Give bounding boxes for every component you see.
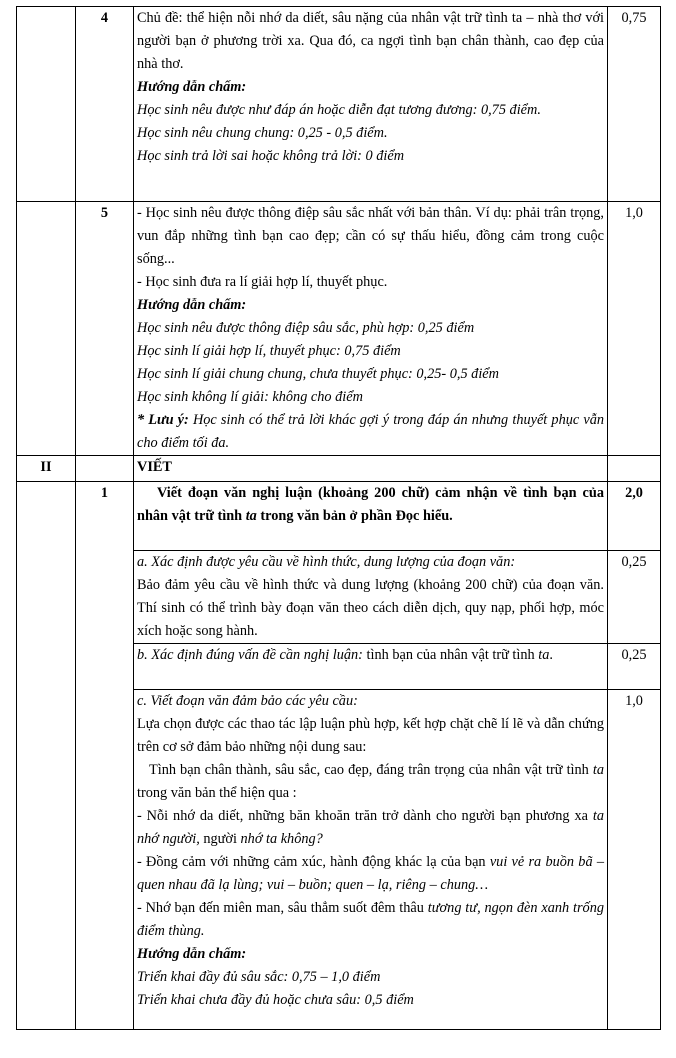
criterion-text: tình bạn của nhân vật trữ tình (362, 647, 539, 663)
task-title (134, 482, 608, 551)
criterion-b (134, 644, 608, 690)
guide-line: Triển khai chưa đầy đủ hoặc chưa sâu: 0,5 điểm (137, 992, 414, 1008)
points-cell: 0,25 (608, 551, 661, 644)
points-cell: 0,25 (608, 644, 661, 690)
guide-line: Học sinh nêu chung chung: 0,25 - 0,5 điểm. (137, 125, 388, 141)
text-run: trong văn bản thể hiện qua : (137, 785, 297, 801)
text-run: ta (592, 762, 604, 778)
guide-line: Học sinh lí giải chung chung, chưa thuyết phục: 0,25- 0,5 điểm (137, 366, 499, 382)
points-cell: 1,0 (608, 690, 661, 1030)
criterion-ta: ta (538, 647, 550, 663)
question-number (76, 456, 134, 482)
section-cell (17, 7, 76, 202)
criterion-heading: a. Xác định được yêu cầu về hình thức, dung lượng của đoạn văn: (137, 554, 516, 570)
criterion-text (137, 897, 604, 943)
answer-text: - Học sinh nêu được thông điệp sâu sắc nhất với bản thân. Ví dụ: phải trân trọng, vun đắp những tình bạn cao đẹp; cần có sự thấu hiểu, đồng cảm trong cuộc sống... (137, 205, 604, 267)
text-run: nhớ ta không? (240, 831, 323, 847)
guide-line: Học sinh nêu được như đáp án hoặc diễn đạt tương đương: 0,75 điểm. (137, 102, 541, 118)
answer-text: - Học sinh đưa ra lí giải hợp lí, thuyết phục. (137, 274, 388, 290)
grading-table (16, 6, 661, 1030)
criterion-text (137, 805, 604, 851)
table-row (17, 7, 661, 202)
note (137, 409, 604, 455)
guide-heading: Hướng dẫn chấm: (137, 946, 247, 962)
answer-content (134, 7, 608, 202)
criterion-end: . (549, 647, 553, 663)
points-cell (608, 456, 661, 482)
points-cell: 1,0 (608, 202, 661, 456)
text-run: Tình bạn chân thành, sâu sắc, cao đẹp, đáng trân trọng của nhân vật trữ tình (149, 762, 593, 778)
guide-line: Học sinh lí giải hợp lí, thuyết phục: 0,75 điểm (137, 343, 401, 359)
criterion-text (137, 759, 604, 805)
question-number: 5 (76, 202, 134, 456)
question-number: 1 (76, 482, 134, 1030)
task-title-ta: ta (245, 508, 257, 524)
table-row (17, 202, 661, 456)
guide-heading: Hướng dẫn chấm: (137, 79, 247, 95)
note-label: * Lưu ý: (137, 412, 189, 428)
task-title-b: trong văn bản ở phần Đọc hiểu. (256, 508, 453, 524)
criterion-text: Lựa chọn được các thao tác lập luận phù hợp, kết hợp chặt chẽ lí lẽ và dẫn chứng trên cơ sở đảm bảo những nội dung sau: (137, 716, 604, 755)
criterion-c (134, 690, 608, 1030)
criterion-text: Bảo đảm yêu cầu về hình thức và dung lượng (khoảng 200 chữ) của đoạn văn. Thí sinh có thể trình bày đoạn văn theo cách diễn dịch, quy nạp, phối hợp, móc xích hoặc song hành. (137, 577, 604, 639)
text-run: ta nhớ người, (137, 808, 604, 847)
criterion-heading: b. Xác định đúng vấn đề cần nghị luận: (137, 647, 363, 663)
question-number: 4 (76, 7, 134, 202)
text-run: vui vẻ ra buồn bã – quen nhau đã lạ lùng; vui – buồn; quen – lạ, riêng – chung… (137, 854, 604, 893)
guide-line: Học sinh không lí giải: không cho điểm (137, 389, 363, 405)
table-row (17, 482, 661, 551)
task-title-a: Viết đoạn văn nghị luận (khoảng 200 chữ) cảm nhận về tình bạn của nhân vật trữ tình (137, 485, 604, 524)
text-run: - Nỗi nhớ da diết, những băn khoăn trăn trở dành cho người bạn phương xa (137, 808, 593, 824)
answer-content (134, 202, 608, 456)
guide-line: Học sinh nêu được thông điệp sâu sắc, phù hợp: 0,25 điểm (137, 320, 475, 336)
criterion-text (137, 851, 604, 897)
answer-text: Chủ đề: thể hiện nỗi nhớ da diết, sâu nặng của nhân vật trữ tình ta – nhà thơ với người bạn ở phương trời xa. Qua đó, ca ngợi tình bạn chân thành, cao đẹp của nhà thơ. (137, 10, 604, 72)
section-number: II (17, 456, 76, 482)
points-cell: 0,75 (608, 7, 661, 202)
text-run: người (199, 831, 241, 847)
points-cell: 2,0 (608, 482, 661, 551)
criterion-a (134, 551, 608, 644)
section-title: VIẾT (134, 456, 608, 482)
criterion-heading: c. Viết đoạn văn đảm bảo các yêu cầu: (137, 693, 358, 709)
section-cell (17, 202, 76, 456)
guide-line: Học sinh trả lời sai hoặc không trả lời: 0 điểm (137, 148, 405, 164)
note-text: Học sinh có thể trả lời khác gợi ý trong đáp án nhưng thuyết phục vẫn cho điểm tối đa. (137, 412, 605, 451)
table-row (17, 456, 661, 482)
section-cell (17, 482, 76, 1030)
text-run: tương tư, ngọn đèn xanh trống điểm thùng. (137, 900, 604, 939)
text-run: - Nhớ bạn đến miên man, sâu thẳm suốt đêm thâu (137, 900, 428, 916)
guide-heading: Hướng dẫn chấm: (137, 297, 247, 313)
text-run: - Đồng cảm với những cảm xúc, hành động khác lạ của bạn (137, 854, 490, 870)
guide-line: Triển khai đầy đủ sâu sắc: 0,75 – 1,0 điểm (137, 969, 381, 985)
